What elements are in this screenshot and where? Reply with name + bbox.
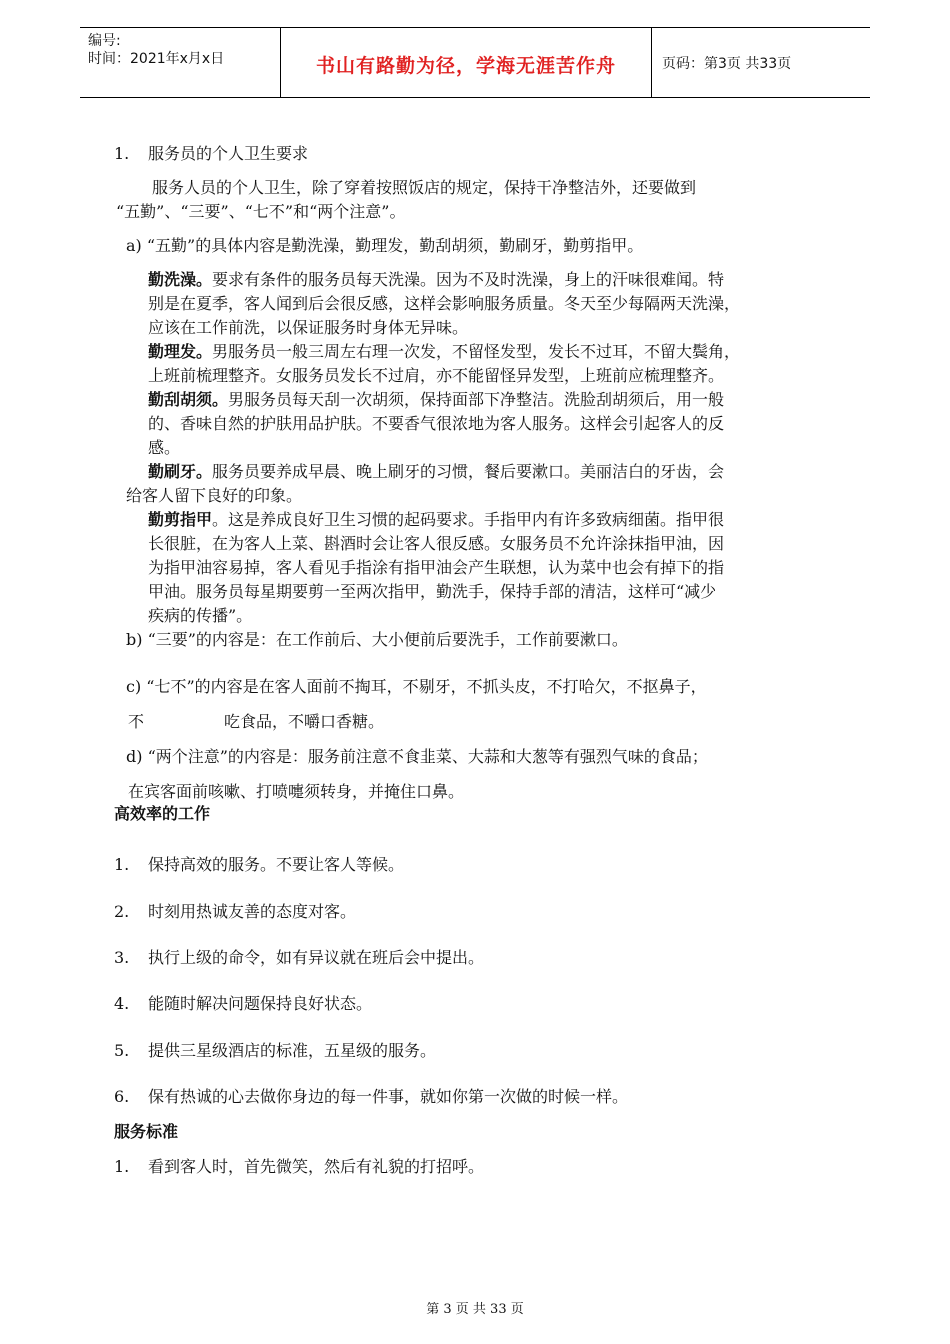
- paragraph-line: 甲油。服务员每星期要剪一至两次指甲，勤洗手，保持手部的清洁，这样可“减少: [148, 582, 717, 601]
- list-item: 5. 提供三星级酒店的标准，五星级的服务。: [114, 1041, 437, 1060]
- bold-heading: 勤理发。: [148, 342, 213, 361]
- list-item: 4. 能随时解决问题保持良好状态。: [114, 994, 373, 1013]
- bold-heading: 勤洗澡。: [148, 270, 213, 289]
- paragraph-line: 勤洗澡。要求有条件的服务员每天洗澡。因为不及时洗澡，身上的汗味很难闻。特: [148, 270, 725, 289]
- list-item: 6. 保有热诚的心去做你身边的每一件事，就如你第一次做的时候一样。: [114, 1087, 629, 1106]
- document-number-label: 编号:: [88, 33, 121, 49]
- paragraph-line: 的、香味自然的护肤用品护肤。不要香气很浓地为客人服务。这样会引起客人的反: [148, 414, 725, 433]
- list-item-c: c) “七不”的内容是在客人面前不掏耳，不剔牙，不抓头皮，不打哈欠，不抠鼻子，: [126, 677, 707, 696]
- header-meta-cell: [80, 28, 281, 97]
- header-page-cell: [652, 28, 870, 97]
- paragraph-line: 不: [128, 712, 145, 731]
- list-item-b: b) “三要”的内容是：在工作前后、大小便前后要洗手，工作前要漱口。: [126, 630, 628, 649]
- bold-heading: 勤刮胡须。: [148, 390, 229, 409]
- header-motto: 书山有路勤为径，学海无涯苦作舟: [315, 55, 616, 77]
- paragraph-line: 应该在工作前洗，以保证服务时身体无异味。: [148, 318, 469, 337]
- paragraph-line: 感。: [148, 438, 181, 457]
- paragraph-line: “五勤”、“三要”、“七不”和“两个注意”。: [116, 202, 406, 221]
- list-item: 1. 保持高效的服务。不要让客人等候。: [114, 855, 405, 874]
- paragraph-line: 在宾客面前咳嗽、打喷嚏须转身，并掩住口鼻。: [128, 782, 465, 801]
- paragraph-line: 勤剪指甲。这是养成良好卫生习惯的起码要求。手指甲内有许多致病细菌。指甲很: [148, 510, 725, 529]
- section-number: 1.: [114, 144, 130, 163]
- list-item: 2. 时刻用热诚友善的态度对客。: [114, 902, 357, 921]
- paragraph-line: 勤刮胡须。男服务员每天刮一次胡须，保持面部下净整洁。洗脸刮胡须后，用一般: [148, 390, 725, 409]
- list-item: 3. 执行上级的命令，如有异议就在班后会中提出。: [114, 948, 485, 967]
- paragraph-line: 别是在夏季，客人闻到后会很反感，这样会影响服务质量。冬天至少每隔两天洗澡，: [148, 294, 741, 313]
- section-title: [114, 142, 308, 166]
- header-page-info: 页码：第3页 共33页: [662, 56, 792, 72]
- paragraph-line: 上班前梳理整齐。女服务员发长不过肩，亦不能留怪异发型，上班前应梳理整齐。: [148, 366, 725, 385]
- paragraph-line: 为指甲油容易掉，客人看见手指涂有指甲油会产生联想，认为菜中也会有掉下的指: [148, 558, 725, 577]
- paragraph-line: 疾病的传播”。: [148, 606, 253, 625]
- paragraph-line: 服务人员的个人卫生，除了穿着按照饭店的规定，保持干净整洁外，还要做到: [152, 178, 697, 197]
- bold-heading: 勤刷牙。: [148, 462, 213, 481]
- section-title-text: 服务员的个人卫生要求: [148, 144, 309, 163]
- paragraph-line: 吃食品，不嚼口香糖。: [224, 712, 385, 731]
- bold-heading: 勤剪指甲: [148, 510, 213, 529]
- header-motto-cell: [281, 28, 652, 97]
- paragraph-line: 长很脏，在为客人上菜、斟酒时会让客人很反感。女服务员不允许涂抹指甲油，因: [148, 534, 725, 553]
- paragraph-line: 勤理发。男服务员一般三周左右理一次发，不留怪发型，发长不过耳，不留大鬓角，: [148, 342, 741, 361]
- paragraph-line: 给客人留下良好的印象。: [126, 486, 303, 505]
- page-footer: 第 3 页 共 33 页: [426, 1302, 524, 1317]
- page-header: [80, 27, 870, 98]
- section-heading: 服务标准: [114, 1122, 179, 1141]
- section-heading: 高效率的工作: [114, 804, 211, 823]
- document-date: 时间：2021年x月x日: [88, 51, 225, 67]
- list-item-d: d) “两个注意”的内容是：服务前注意不食韭菜、大蒜和大葱等有强烈气味的食品；: [126, 747, 708, 766]
- paragraph-line: 勤刷牙。服务员要养成早晨、晚上刷牙的习惯，餐后要漱口。美丽洁白的牙齿，会: [148, 462, 725, 481]
- list-item-a: a) “五勤”的具体内容是勤洗澡，勤理发，勤刮胡须，勤刷牙，勤剪指甲。: [126, 236, 644, 255]
- list-item: 1. 看到客人时，首先微笑，然后有礼貌的打招呼。: [114, 1157, 485, 1176]
